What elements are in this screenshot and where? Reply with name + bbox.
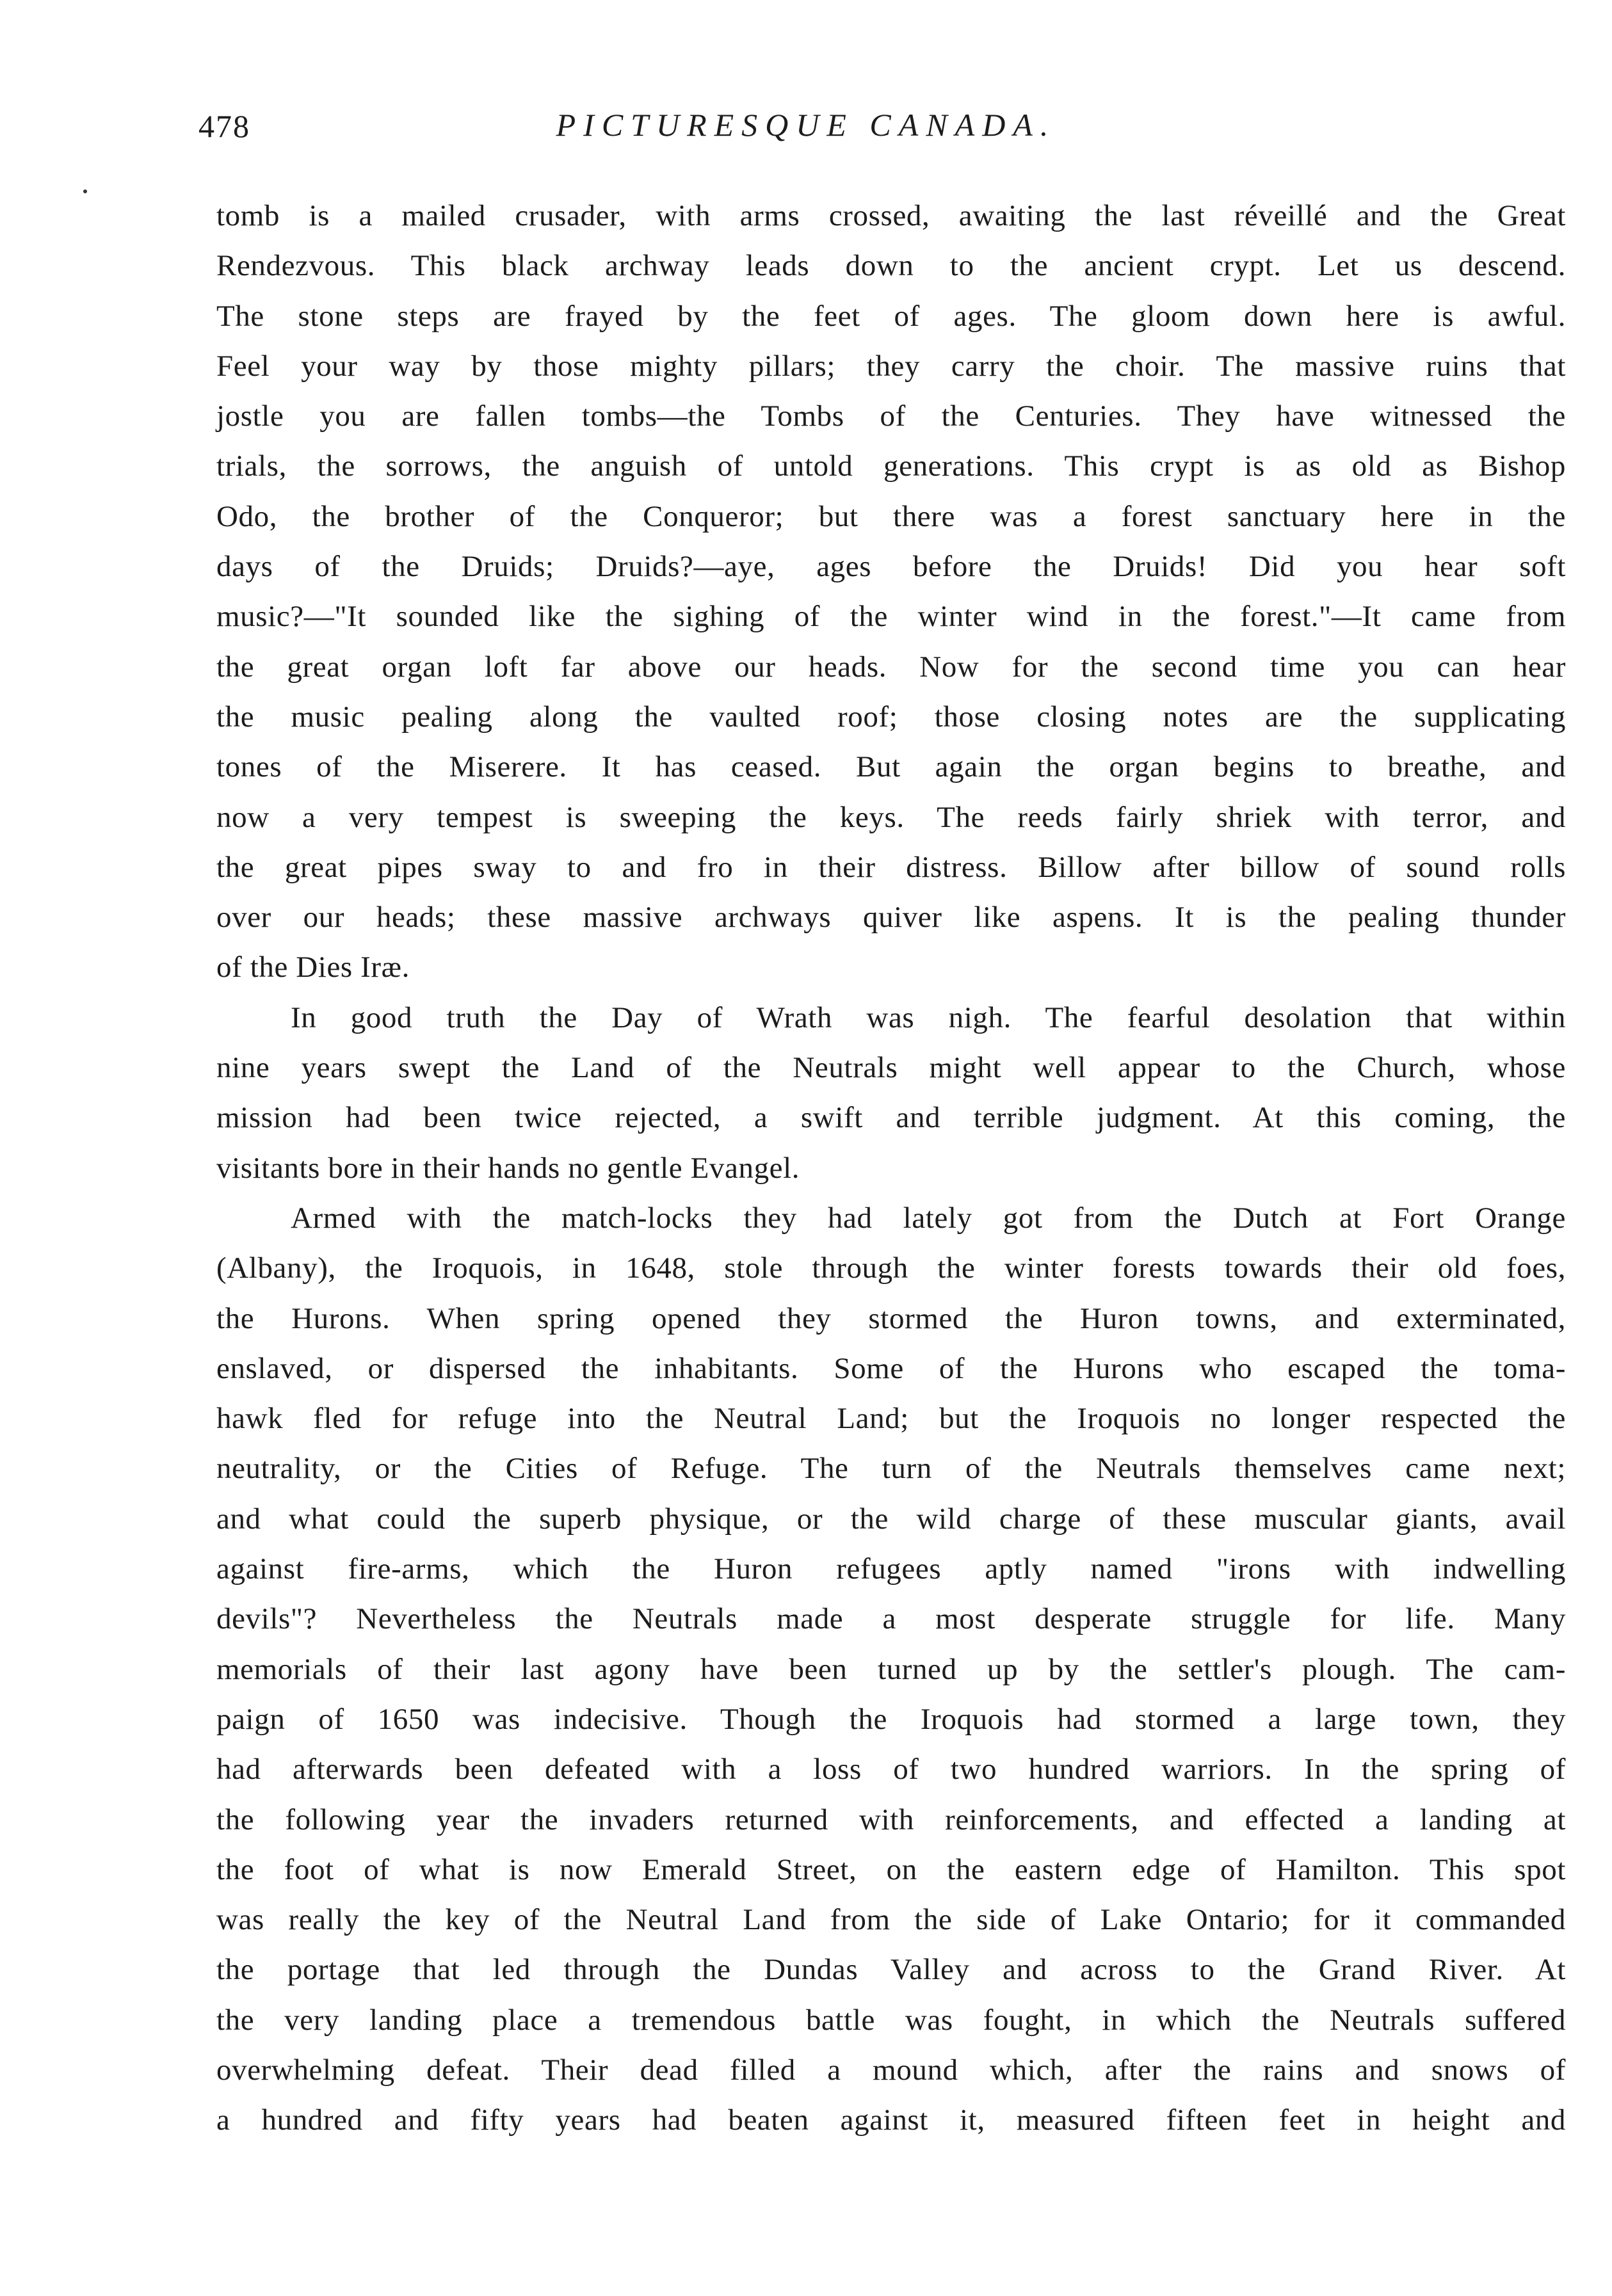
text-line: neutrality, or the Cities of Refuge. The turn of the Neutrals themselves came next; — [216, 1452, 1566, 1486]
text-line: The stone steps are frayed by the feet of ages. The gloom down here is awful. — [216, 299, 1566, 333]
body-text — [216, 191, 1566, 2146]
text-line: and what could the superb physique, or the wild charge of these muscular giants, avail — [216, 1502, 1566, 1536]
text-line: Rendezvous. This black archway leads down to the ancient crypt. Let us descend. — [216, 249, 1566, 283]
text-line: the foot of what is now Emerald Street, on the eastern edge of Hamilton. This spot — [216, 1852, 1566, 1886]
text-line: was really the key of the Neutral Land from the side of Lake Ontario; for it commanded — [216, 1903, 1566, 1937]
page-number: 478 — [198, 108, 250, 144]
running-head: PICTURESQUE CANADA. — [556, 107, 1056, 143]
text-line: nine years swept the Land of the Neutrals might well appear to the Church, whose — [216, 1051, 1566, 1085]
text-line: jostle you are fallen tombs—the Tombs of the Centuries. They have witnessed the — [216, 399, 1566, 433]
text-line: In good truth the Day of Wrath was nigh. The fearful desolation that within — [291, 1000, 1566, 1034]
text-line: mission had been twice rejected, a swift and terrible judgment. At this coming, the — [216, 1101, 1566, 1135]
text-line: music?—"It sounded like the sighing of the winter wind in the forest."—It came from — [216, 600, 1566, 634]
text-line: overwhelming defeat. Their dead filled a mound which, after the rains and snows of — [216, 2053, 1566, 2087]
text-line: tomb is a mailed crusader, with arms crossed, awaiting the last réveillé and the Great — [216, 199, 1566, 232]
text-line: Armed with the match-locks they had lately got from the Dutch at Fort Orange — [291, 1201, 1566, 1235]
text-line: against fire-arms, which the Huron refugees aptly named "irons with indwelling — [216, 1552, 1566, 1586]
text-line: the great organ loft far above our heads. Now for the second time you can hear — [216, 650, 1566, 684]
text-line: Odo, the brother of the Conqueror; but there was a forest sanctuary here in the — [216, 499, 1566, 533]
text-line: over our heads; these massive archways quiver like aspens. It is the pealing thunder — [216, 901, 1566, 935]
text-line: devils"? Nevertheless the Neutrals made a most desperate struggle for life. Many — [216, 1602, 1566, 1636]
text-line: of the Dies Iræ. — [216, 951, 410, 984]
text-line: a hundred and fifty years had beaten against it, measured fifteen feet in height and — [216, 2103, 1566, 2137]
text-line: now a very tempest is sweeping the keys. The reeds fairly shriek with terror, and — [216, 800, 1566, 834]
text-line: had afterwards been defeated with a loss of two hundred warriors. In the spring of — [216, 1753, 1566, 1786]
text-line: (Albany), the Iroquois, in 1648, stole through the winter forests towards their old foes, — [216, 1251, 1566, 1285]
text-line: the Hurons. When spring opened they stormed the Huron towns, and exterminated, — [216, 1301, 1566, 1335]
text-line: memorials of their last agony have been turned up by the settler's plough. The cam- — [216, 1652, 1566, 1686]
text-line: the music pealing along the vaulted roof; those closing notes are the supplicating — [216, 700, 1566, 734]
text-line: the following year the invaders returned with reinforcements, and effected a landing at — [216, 1802, 1566, 1836]
text-line: paign of 1650 was indecisive. Though the Iroquois had stormed a large town, they — [216, 1702, 1566, 1736]
text-line: visitants bore in their hands no gentle Evangel. — [216, 1151, 800, 1185]
text-line: hawk fled for refuge into the Neutral Land; but the Iroquois no longer respected the — [216, 1402, 1566, 1436]
text-line: the portage that led through the Dundas Valley and across to the Grand River. At — [216, 1953, 1566, 1987]
text-line: trials, the sorrows, the anguish of untold generations. This crypt is as old as Bishop — [216, 449, 1566, 483]
text-line: enslaved, or dispersed the inhabitants. Some of the Hurons who escaped the toma- — [216, 1351, 1566, 1385]
margin-mark — [83, 189, 87, 193]
text-line: the very landing place a tremendous battle was fought, in which the Neutrals suffered — [216, 2003, 1566, 2037]
text-line: the great pipes sway to and fro in their distress. Billow after billow of sound rolls — [216, 850, 1566, 884]
text-line: days of the Druids; Druids?—aye, ages before the Druids! Did you hear soft — [216, 550, 1566, 584]
text-line: Feel your way by those mighty pillars; they carry the choir. The massive ruins that — [216, 349, 1566, 383]
text-line: tones of the Miserere. It has ceased. But again the organ begins to breathe, and — [216, 750, 1566, 784]
